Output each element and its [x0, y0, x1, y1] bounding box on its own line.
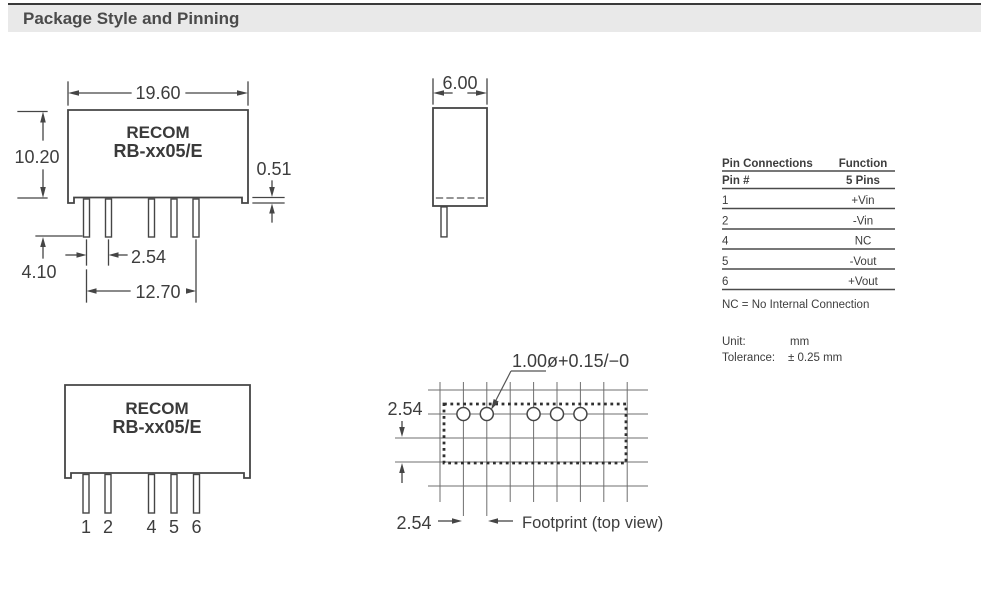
arrowhead — [40, 112, 46, 123]
arrowhead — [269, 204, 275, 214]
front-pin-1 — [84, 199, 90, 237]
section-title: Package Style and Pinning — [23, 9, 240, 28]
dim-pin-length-value: 4.10 — [21, 262, 57, 282]
table-function-col-header: 5 Pins — [846, 175, 880, 187]
hole-callout-text: 1.00ø+0.15/−0 — [512, 351, 630, 371]
bottom-model-label: RB-xx05/E — [112, 417, 202, 437]
table-row-function: +Vin — [851, 195, 875, 207]
front-pins — [84, 199, 200, 237]
arrowhead — [269, 187, 275, 197]
dim-standoff — [253, 181, 284, 222]
pin-number-6: 6 — [191, 517, 202, 537]
footprint-dim-horizontal-value: 2.54 — [396, 513, 432, 533]
bottom-pin-2 — [105, 475, 111, 514]
front-pin-2 — [106, 199, 112, 237]
arrowhead — [399, 463, 405, 473]
pin-number-4: 4 — [146, 517, 157, 537]
hole-pin-4 — [527, 408, 540, 421]
pin-number-5: 5 — [168, 517, 180, 537]
side-view — [433, 73, 487, 237]
bottom-pins — [83, 475, 200, 514]
bottom-pin-1 — [83, 475, 89, 514]
hole-pin-5 — [551, 408, 564, 421]
dim-pin-pitch-value: 2.54 — [131, 247, 167, 267]
hole-pin-1 — [457, 408, 470, 421]
front-pin-6 — [193, 199, 199, 237]
arrowhead — [476, 90, 487, 96]
table-row-pin: 6 — [722, 276, 729, 288]
table-title: Pin Connections — [722, 158, 813, 170]
bottom-pin-6 — [194, 475, 200, 514]
bottom-pin-4 — [149, 475, 155, 514]
table-row-pin: 1 — [722, 195, 729, 207]
table-row-function: +Vout — [848, 276, 878, 288]
arrowhead — [109, 252, 119, 258]
table-pin-col-header: Pin # — [722, 175, 750, 187]
bottom-pin-5 — [171, 475, 177, 514]
arrowhead — [68, 90, 79, 96]
dim-pin-span-value: 12.70 — [135, 282, 181, 302]
arrowhead — [40, 187, 46, 198]
table-row-function: -Vout — [849, 256, 877, 268]
bottom-view — [65, 385, 250, 537]
side-package-outline — [433, 108, 487, 206]
dim-depth-value: 6.00 — [442, 73, 478, 93]
front-pin-5 — [171, 199, 177, 237]
tolerance-value: ± 0.25 mm — [788, 352, 843, 364]
front-view — [14, 82, 291, 302]
arrowhead — [77, 252, 87, 258]
front-pin-4 — [149, 199, 155, 237]
arrowhead — [40, 237, 46, 247]
pin-number-1: 1 — [80, 517, 92, 537]
unit-label: Unit: — [722, 336, 746, 348]
table-row-function: -Vin — [852, 215, 874, 228]
table-function-header: Function — [838, 158, 888, 170]
front-brand-label: RECOM — [126, 123, 190, 142]
table-row-pin: 4 — [722, 235, 729, 248]
table-rules — [722, 171, 895, 290]
footprint-dim-vertical-value: 2.54 — [387, 399, 423, 419]
table-row-function: NC — [854, 235, 872, 248]
hole-callout-leader — [494, 371, 546, 404]
arrowhead — [237, 90, 248, 96]
unit-value: mm — [790, 336, 810, 348]
table-note: NC = No Internal Connection — [722, 299, 870, 311]
unit-tolerance-legend — [722, 336, 842, 364]
dim-width-value: 19.60 — [135, 83, 181, 103]
arrowhead — [186, 288, 196, 294]
tolerance-label: Tolerance: — [722, 352, 776, 364]
arrowhead — [488, 518, 498, 524]
side-pin — [441, 207, 447, 237]
arrowhead — [87, 288, 97, 294]
table-row-pin: 5 — [722, 256, 729, 268]
front-model-label: RB-xx05/E — [113, 141, 203, 161]
footprint-grid — [395, 382, 648, 516]
footprint-caption: Footprint (top view) — [522, 514, 664, 532]
table-row-pin: 2 — [722, 215, 729, 228]
footprint-view — [387, 351, 663, 533]
arrowhead — [399, 427, 405, 437]
arrowhead — [452, 518, 462, 524]
dim-height-value: 10.20 — [14, 147, 60, 167]
dim-standoff-value: 0.51 — [256, 159, 292, 179]
pin-connections-table — [722, 158, 895, 311]
pin-number-2: 2 — [102, 517, 114, 537]
hole-pin-6 — [574, 408, 587, 421]
bottom-brand-label: RECOM — [125, 399, 189, 418]
